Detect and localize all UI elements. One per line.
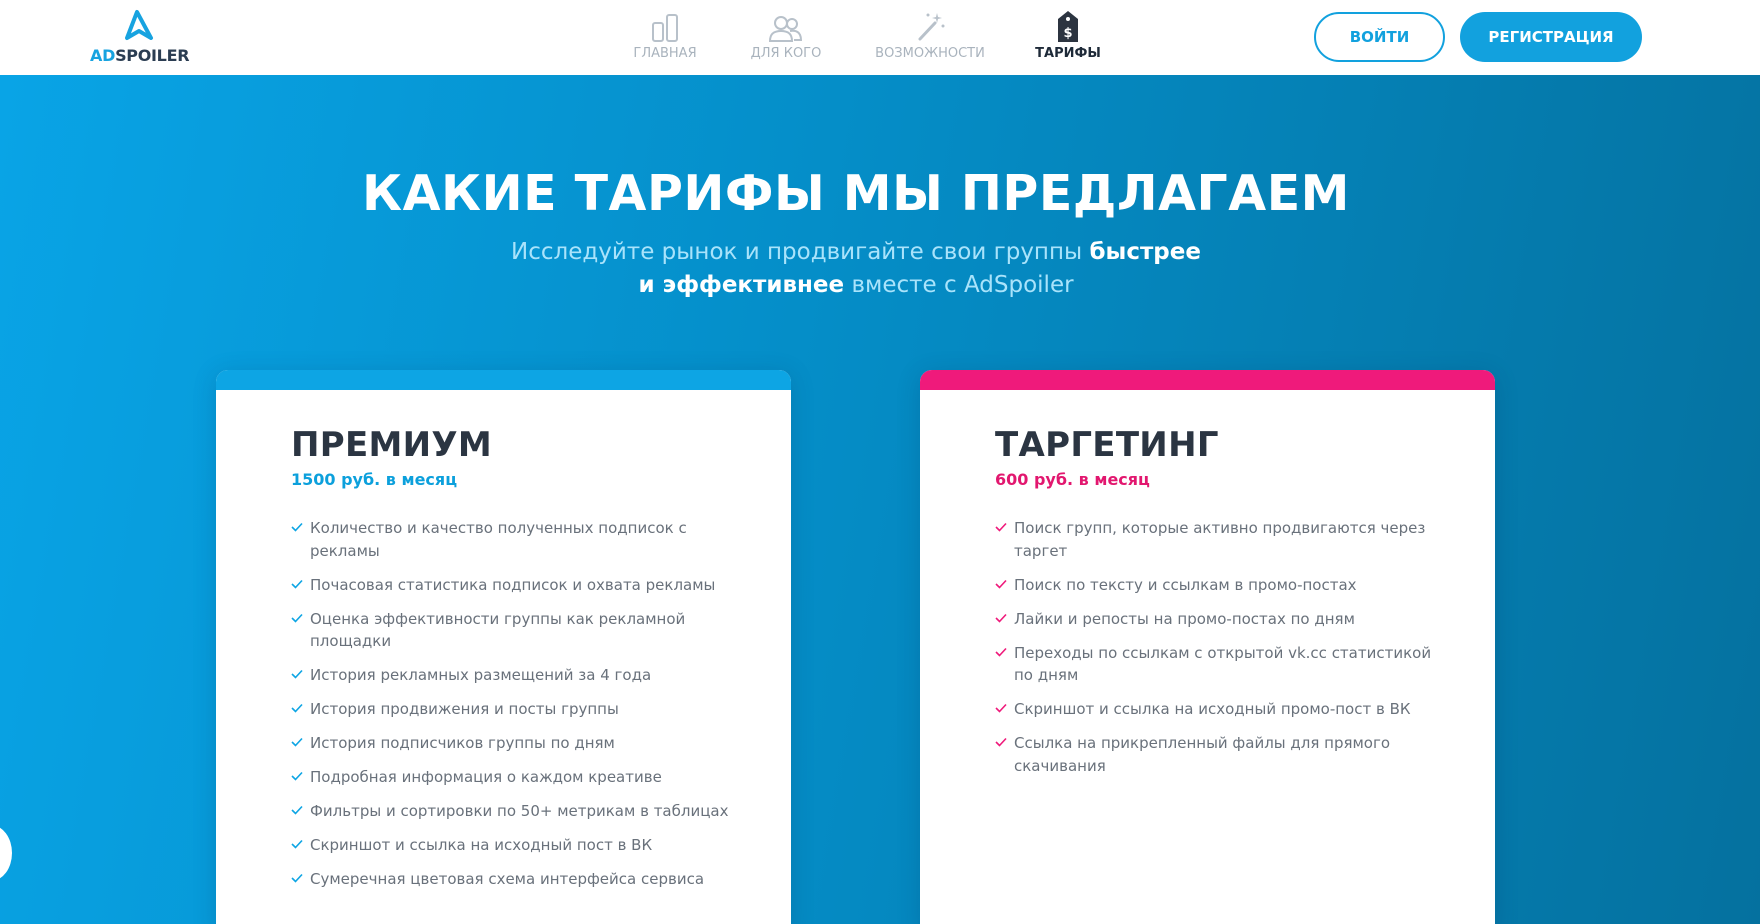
plan-feature-text: Сумеречная цветовая схема интерфейса сервиса: [310, 870, 705, 888]
plan-feature-item: [995, 517, 1435, 562]
check-icon: [995, 647, 1007, 657]
plan-feature-text: Скриншот и ссылка на исходный пост в ВК: [310, 836, 653, 854]
subtitle-text-1: Исследуйте рынок и продвигайте свои группы: [511, 239, 1090, 265]
triangle-logo-icon: [119, 9, 155, 43]
nav-label-home: ГЛАВНАЯ: [633, 46, 697, 61]
subtitle-bold-1: быстрее: [1089, 239, 1201, 265]
plan-feature-item: [291, 766, 731, 789]
plan-feature-text: История подписчиков группы по дням: [310, 734, 615, 752]
check-icon: [291, 873, 303, 883]
check-icon: [995, 522, 1007, 532]
price-tag-icon: [1054, 10, 1082, 44]
page-title: КАКИЕ ТАРИФЫ МЫ ПРЕДЛАГАЕМ: [362, 165, 1350, 222]
check-icon: [291, 805, 303, 815]
plan-feature-text: Поиск по тексту и ссылкам в промо-постах: [1014, 575, 1357, 594]
subtitle-text-2: вместе с AdSpoiler: [844, 272, 1074, 298]
check-icon: [291, 522, 303, 532]
nav-item-home[interactable]: [628, 10, 702, 66]
plan-accent-bar: [920, 370, 1495, 390]
plan-feature-list: [995, 517, 1435, 789]
logo-text: ADSPOILER: [90, 46, 190, 65]
nav-item-audience[interactable]: [746, 10, 826, 66]
plan-price: 600 руб. в месяц: [995, 470, 1150, 489]
plan-feature-item: [995, 642, 1435, 687]
plan-feature-text: Ссылка на прикрепленный файлы для прямого скачивания: [1014, 734, 1391, 775]
plan-feature-item: [995, 732, 1435, 777]
login-button[interactable]: ВОЙТИ: [1314, 12, 1445, 62]
plan-feature-text: Скриншот и ссылка на исходный промо-пост в ВК: [1014, 700, 1411, 718]
plan-feature-text: Оценка эффективности группы как рекламной площадки: [310, 609, 686, 650]
plan-price: 1500 руб. в месяц: [291, 470, 458, 489]
plan-feature-item: [291, 664, 731, 687]
svg-text:$: $: [1063, 26, 1073, 41]
register-button[interactable]: РЕГИСТРАЦИЯ: [1460, 12, 1642, 62]
magic-wand-icon: [913, 10, 947, 44]
plan-card-targeting: [920, 370, 1495, 924]
plan-name: ПРЕМИУМ: [291, 425, 493, 465]
check-icon: [291, 839, 303, 849]
chart-bars-icon: [648, 10, 682, 44]
plan-feature-text: Почасовая статистика подписок и охвата рекламы: [310, 575, 716, 594]
plan-feature-item: [291, 608, 731, 653]
check-icon: [291, 613, 303, 623]
page-subtitle: [0, 236, 1712, 302]
users-icon: [766, 10, 806, 44]
nav-label-pricing: ТАРИФЫ: [1035, 46, 1101, 61]
plan-card-premium: [216, 370, 791, 924]
plan-feature-text: Лайки и репосты на промо-постах по дням: [1014, 609, 1355, 628]
plan-feature-text: История рекламных размещений за 4 года: [310, 666, 652, 684]
plan-feature-text: Подробная информация о каждом креативе: [310, 768, 662, 786]
check-icon: [291, 703, 303, 713]
nav-item-pricing[interactable]: [1034, 10, 1102, 66]
plan-feature-list: [291, 517, 731, 902]
check-icon: [995, 703, 1007, 713]
subtitle-bold-2: и эффективнее: [638, 272, 845, 298]
plan-feature-item: [291, 834, 731, 857]
plan-feature-text: Фильтры и сортировки по 50+ метрикам в таблицах: [310, 802, 729, 820]
plan-feature-item: [995, 608, 1435, 631]
plan-feature-text: Количество и качество полученных подписок с рекламы: [310, 519, 687, 560]
plan-feature-item: [995, 574, 1435, 597]
check-icon: [995, 579, 1007, 589]
plan-feature-text: Поиск групп, которые активно продвигаются через таргет: [1014, 519, 1426, 560]
plan-feature-item: [291, 517, 731, 562]
check-icon: [291, 737, 303, 747]
plan-feature-item: [291, 574, 731, 597]
adspoiler-logo[interactable]: [90, 9, 190, 65]
plan-feature-item: [995, 698, 1435, 721]
plan-feature-item: [291, 732, 731, 755]
check-icon: [291, 579, 303, 589]
check-icon: [995, 737, 1007, 747]
nav-item-features[interactable]: [870, 10, 990, 66]
plan-feature-item: [291, 698, 731, 721]
plan-feature-item: [291, 800, 731, 823]
top-header: [0, 0, 1760, 75]
nav-label-audience: ДЛЯ КОГО: [750, 46, 822, 61]
plan-accent-bar: [216, 370, 791, 390]
check-icon: [291, 669, 303, 679]
plan-name: ТАРГЕТИНГ: [995, 425, 1219, 465]
plan-feature-text: Переходы по ссылкам с открытой vk.cc статистикой по дням: [1014, 643, 1432, 684]
check-icon: [291, 771, 303, 781]
plan-feature-item: [291, 868, 731, 891]
check-icon: [995, 613, 1007, 623]
plan-feature-text: История продвижения и посты группы: [310, 700, 619, 718]
nav-label-features: ВОЗМОЖНОСТИ: [875, 46, 985, 61]
